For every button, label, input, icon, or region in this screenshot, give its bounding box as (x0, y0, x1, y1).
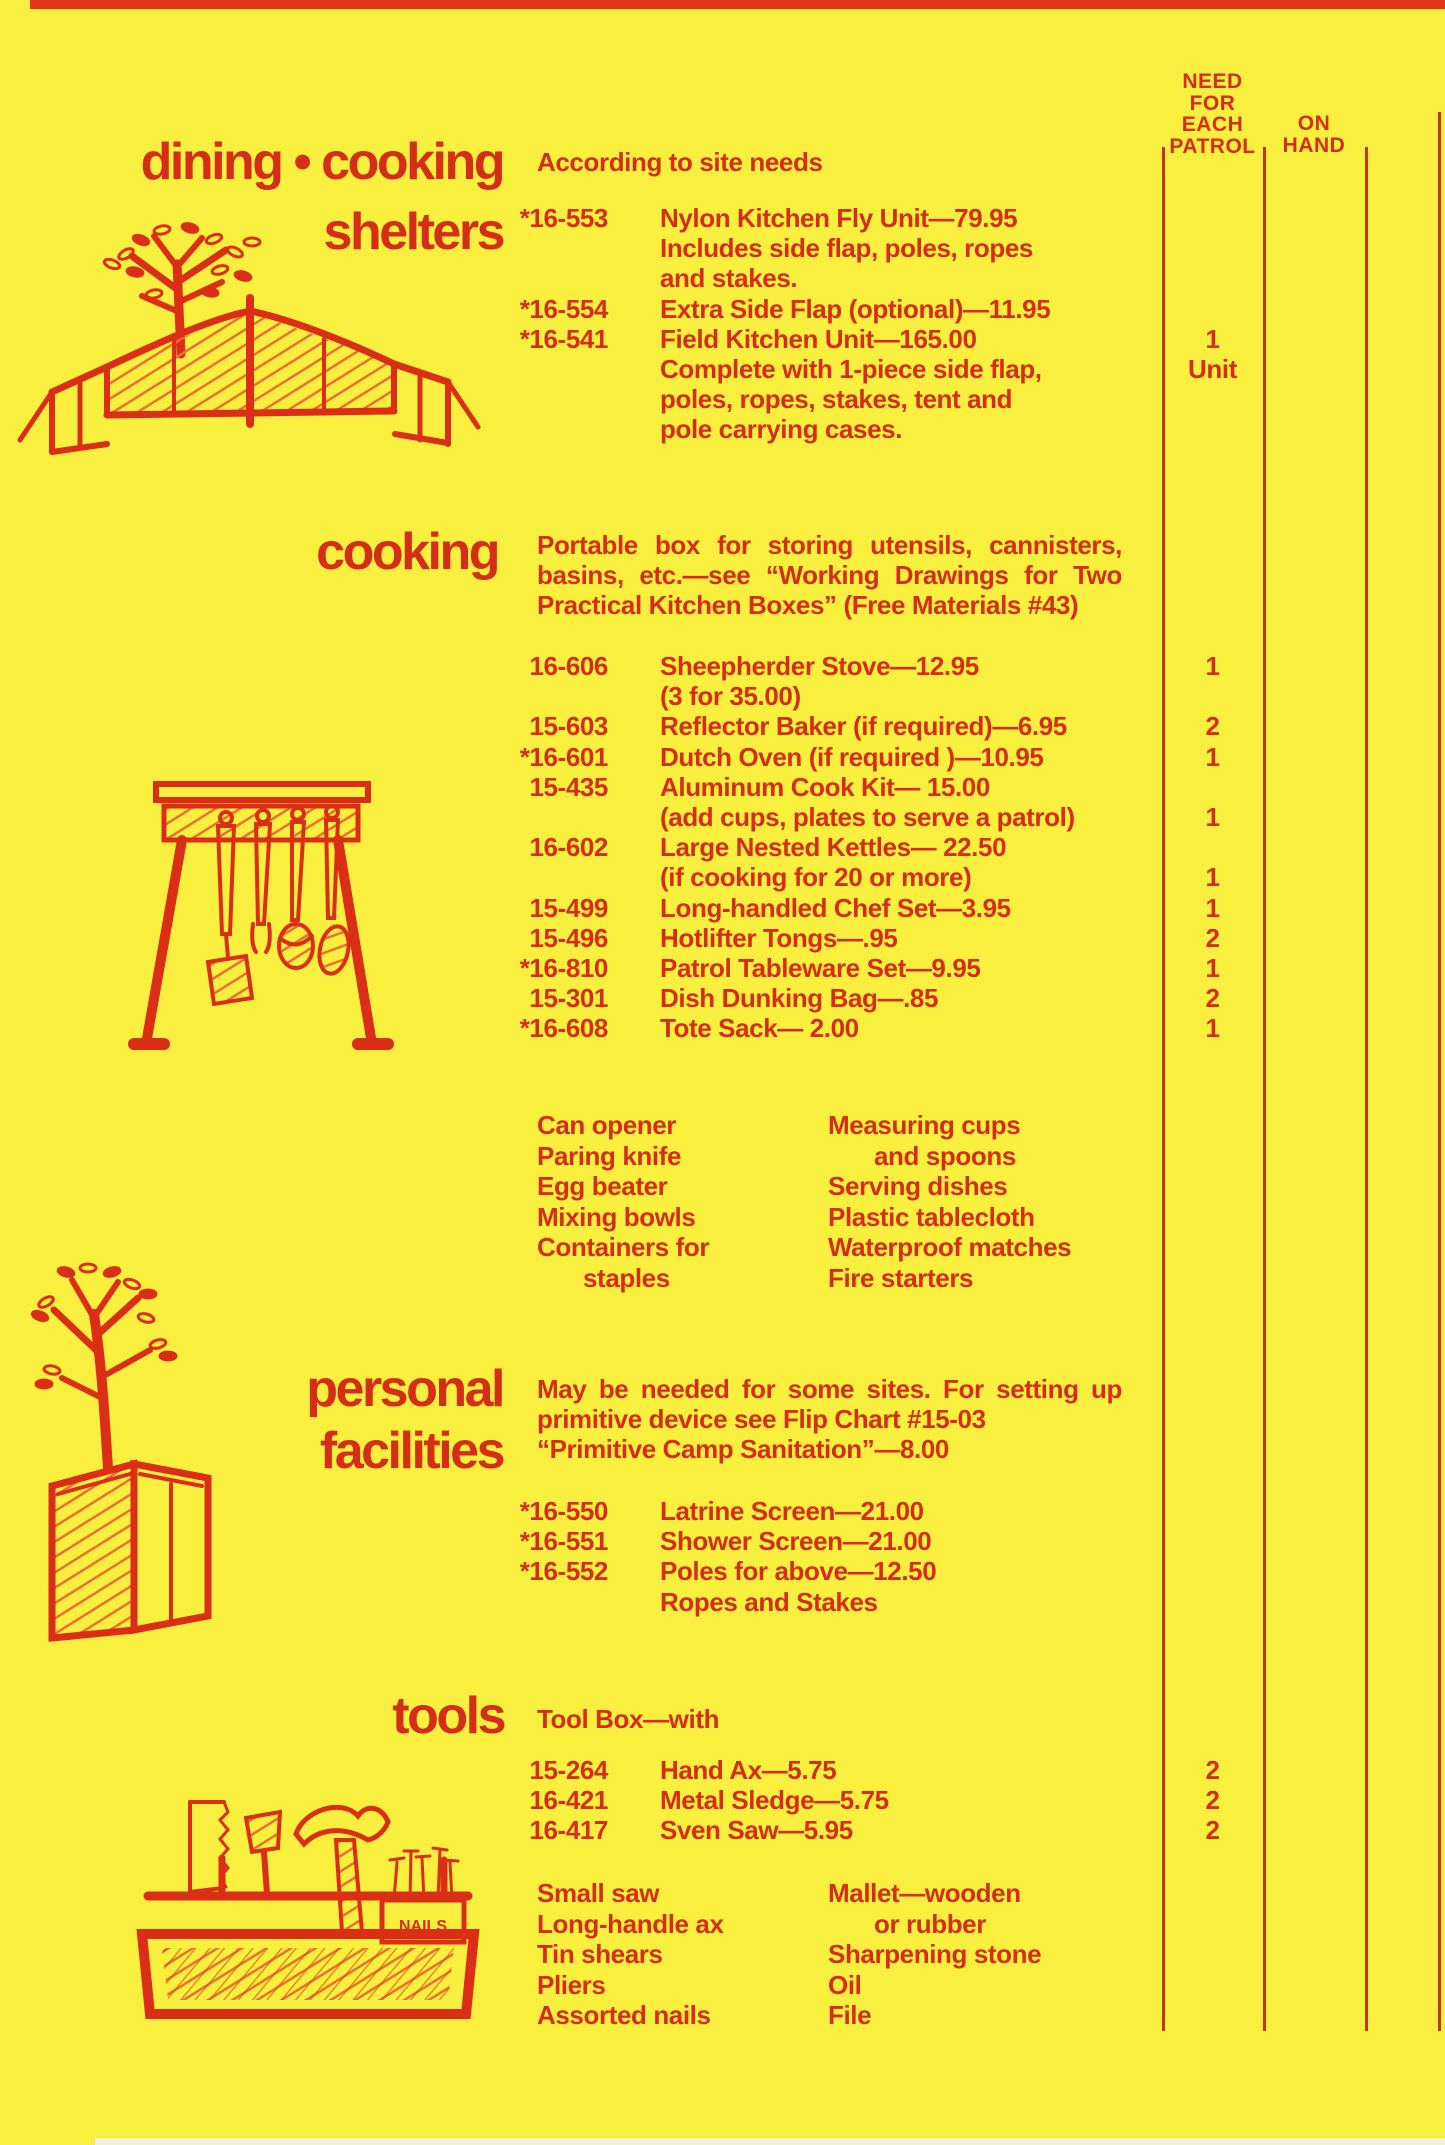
tools-extras-left-column (537, 1878, 724, 2031)
item-description: Extra Side Flap (optional)—11.95 (660, 293, 1051, 324)
item-code: *16-553 (519, 203, 608, 233)
need-for-patrol-value: 1 (1205, 892, 1220, 923)
item-code: 15-435 (529, 771, 608, 802)
on-hand-header-line: HAND (1282, 133, 1346, 157)
need-for-patrol-value: 1 (1205, 801, 1220, 832)
item-code: 16-417 (529, 1815, 608, 1846)
tools-item-list (515, 1755, 1445, 1846)
item-description: and stakes. (660, 263, 798, 294)
item-description: Hand Ax—5.75 (660, 1755, 837, 1785)
cooking-extras-left-column (537, 1110, 709, 1294)
on-hand-header-line: ON (1297, 112, 1331, 135)
checklist-item: Small saw (537, 1878, 660, 1908)
need-for-patrol-value: 1 (1205, 651, 1220, 681)
item-description: Sheepherder Stove—12.95 (660, 651, 979, 681)
need-for-patrol-value: 2 (1205, 1815, 1220, 1846)
checklist-item: Long-handle ax (537, 1908, 724, 1939)
page-bottom-edge (95, 2138, 1445, 2145)
nails-box-label: NAILS (399, 1918, 447, 1935)
catalog-item-row (515, 802, 1445, 832)
heading-dining-cooking: dining • cooking (140, 133, 503, 191)
heading-personal: personal (306, 1360, 503, 1418)
checklist-item: Egg beater (537, 1171, 668, 1202)
catalog-item-row (515, 1815, 1445, 1845)
item-code: 15-496 (529, 922, 608, 953)
catalog-item-row (515, 862, 1445, 892)
cooking-intro-line: Portable box for storing utensils, cannisters, (537, 530, 1122, 560)
item-description: Reflector Baker (if required)—6.95 (660, 711, 1067, 742)
item-code: *16-608 (519, 1013, 608, 1044)
catalog-item-row (515, 711, 1445, 741)
item-description: Hotlifter Tongs—.95 (660, 922, 898, 953)
shelters-intro: According to site needs (537, 147, 823, 177)
catalog-item-row (515, 651, 1445, 681)
catalog-item-row (515, 1526, 1445, 1556)
catalog-item-row (515, 1556, 1445, 1586)
item-description: poles, ropes, stakes, tent and (660, 384, 1013, 415)
shelters-item-list (515, 203, 1445, 445)
item-description: Aluminum Cook Kit— 15.00 (660, 771, 990, 802)
item-code: *16-601 (519, 741, 608, 772)
checklist-item: Can opener (537, 1110, 677, 1140)
item-code: *16-551 (519, 1526, 608, 1557)
catalog-item-row (515, 772, 1445, 802)
catalog-item-row (515, 893, 1445, 923)
need-for-patrol-value: Unit (1188, 353, 1237, 384)
need-for-patrol-value: 1 (1205, 1013, 1220, 1044)
item-description: Ropes and Stakes (660, 1586, 878, 1617)
item-description: Tote Sack— 2.00 (660, 1013, 859, 1044)
checklist-item: and spoons (874, 1140, 1016, 1171)
personal-item-list (515, 1496, 1445, 1617)
item-code: *16-541 (519, 323, 608, 354)
catalog-item-row (515, 983, 1445, 1013)
need-for-each-patrol-header (1162, 71, 1263, 157)
personal-intro-line: primitive device see Flip Chart #15-03 (537, 1404, 986, 1435)
tools-extras-right-column (828, 1878, 1041, 2031)
personal-intro-line: “Primitive Camp Sanitation”—8.00 (537, 1434, 949, 1465)
item-code: *16-552 (519, 1556, 608, 1587)
item-description: Poles for above—12.50 (660, 1556, 937, 1587)
item-code: 15-301 (529, 983, 608, 1014)
catalog-item-row (515, 324, 1445, 354)
checklist-item: Paring knife (537, 1140, 682, 1171)
catalog-item-row (515, 384, 1445, 414)
dining-fly-tent-illustration (14, 212, 484, 457)
heading-facilities: facilities (319, 1422, 503, 1480)
item-description: pole carrying cases. (660, 414, 903, 445)
item-description: (if cooking for 20 or more) (660, 862, 972, 893)
need-header-line: FOR (1189, 91, 1236, 115)
item-description: Long-handled Chef Set—3.95 (660, 892, 1011, 923)
item-description: Complete with 1-piece side flap, (660, 353, 1042, 384)
item-code: 16-421 (529, 1785, 608, 1816)
item-code: 15-264 (529, 1755, 608, 1785)
checklist-item: File (828, 2000, 872, 2031)
item-description: (3 for 35.00) (660, 681, 801, 712)
catalog-item-row (515, 203, 1445, 233)
catalog-item-row (515, 681, 1445, 711)
need-for-patrol-value: 1 (1205, 741, 1220, 772)
checklist-item: or rubber (874, 1908, 986, 1939)
checklist-item: Oil (828, 1969, 862, 2000)
item-description: Field Kitchen Unit—165.00 (660, 323, 977, 354)
catalog-item-row (515, 832, 1445, 862)
cooking-intro (537, 530, 1122, 621)
cooking-item-list (515, 651, 1445, 1043)
section-heading-tools: tools (392, 1687, 504, 1745)
item-description: Metal Sledge—5.75 (660, 1785, 889, 1816)
checklist-item: Serving dishes (828, 1171, 1008, 1202)
item-description: Shower Screen—21.00 (660, 1526, 932, 1557)
catalog-item-row (515, 354, 1445, 384)
checklist-item: Assorted nails (537, 2000, 711, 2031)
item-description: Dutch Oven (if required )—10.95 (660, 741, 1044, 772)
need-for-patrol-value: 1 (1205, 862, 1220, 893)
checklist-item: Waterproof matches (828, 1232, 1072, 1263)
catalog-item-row (515, 1496, 1445, 1526)
on-hand-header (1263, 113, 1365, 156)
item-description: Latrine Screen—21.00 (660, 1496, 924, 1526)
checklist-item: Mallet—wooden (828, 1878, 1021, 1908)
checklist-item: Sharpening stone (828, 1939, 1042, 1970)
item-description: Nylon Kitchen Fly Unit—79.95 (660, 203, 1018, 233)
personal-intro-line: May be needed for some sites. For setting up (537, 1374, 1122, 1404)
need-header-line: PATROL (1169, 134, 1256, 158)
page-top-edge (30, 0, 1445, 9)
checklist-item: Measuring cups (828, 1110, 1021, 1140)
checklist-item: Plastic tablecloth (828, 1201, 1035, 1232)
checklist-item: Tin shears (537, 1939, 663, 1970)
catalog-item-row (515, 294, 1445, 324)
need-for-patrol-value: 2 (1205, 711, 1220, 742)
cooking-intro-line: Practical Kitchen Boxes” (Free Materials #43) (537, 590, 1079, 621)
cooking-intro-line: basins, etc.—see “Working Drawings for Two (537, 560, 1122, 591)
item-code: *16-550 (519, 1496, 608, 1526)
checklist-item: Mixing bowls (537, 1201, 696, 1232)
item-code: *16-810 (519, 952, 608, 983)
need-header-line: NEED (1182, 70, 1243, 93)
latrine-screen-illustration (16, 1258, 276, 1648)
need-header-line: EACH (1181, 113, 1244, 136)
item-description: Patrol Tableware Set—9.95 (660, 952, 981, 983)
item-description: Dish Dunking Bag—.85 (660, 983, 939, 1014)
item-code: 15-499 (529, 892, 608, 923)
catalog-item-row (515, 1755, 1445, 1785)
catalog-item-row (515, 414, 1445, 444)
catalog-item-row (515, 953, 1445, 983)
catalog-item-row (515, 1013, 1445, 1043)
checklist-item: Fire starters (828, 1262, 974, 1293)
catalog-item-row (515, 233, 1445, 263)
item-code: 15-603 (529, 711, 608, 742)
need-for-patrol-value: 1 (1205, 952, 1220, 983)
checklist-item: staples (583, 1262, 670, 1293)
item-code: 16-606 (529, 651, 608, 681)
checklist-item: Containers for (537, 1232, 710, 1263)
personal-intro (537, 1374, 1122, 1465)
catalog-item-row (515, 742, 1445, 772)
item-code: 16-602 (529, 832, 608, 863)
catalog-item-row (515, 923, 1445, 953)
utensil-rack-illustration (100, 772, 420, 1072)
need-for-patrol-value: 2 (1205, 1755, 1220, 1785)
item-description: (add cups, plates to serve a patrol) (660, 801, 1075, 832)
item-description: Sven Saw—5.95 (660, 1815, 853, 1846)
item-description: Includes side flap, poles, ropes (660, 233, 1033, 264)
catalog-item-row (515, 1587, 1445, 1617)
item-description: Large Nested Kettles— 22.50 (660, 832, 1007, 863)
cooking-extras-right-column (828, 1110, 1071, 1294)
toolbox-illustration (128, 1788, 488, 2023)
catalog-item-row (515, 263, 1445, 293)
need-for-patrol-value: 2 (1205, 1785, 1220, 1816)
catalog-item-row (515, 1785, 1445, 1815)
checklist-item: Pliers (537, 1969, 606, 2000)
need-for-patrol-value: 1 (1205, 323, 1220, 354)
tools-intro: Tool Box—with (537, 1704, 720, 1734)
item-code: *16-554 (519, 293, 608, 324)
heading-shelters: shelters (323, 203, 503, 261)
need-for-patrol-value: 2 (1205, 983, 1220, 1014)
section-heading-cooking: cooking (316, 523, 498, 581)
need-for-patrol-value: 2 (1205, 922, 1220, 953)
